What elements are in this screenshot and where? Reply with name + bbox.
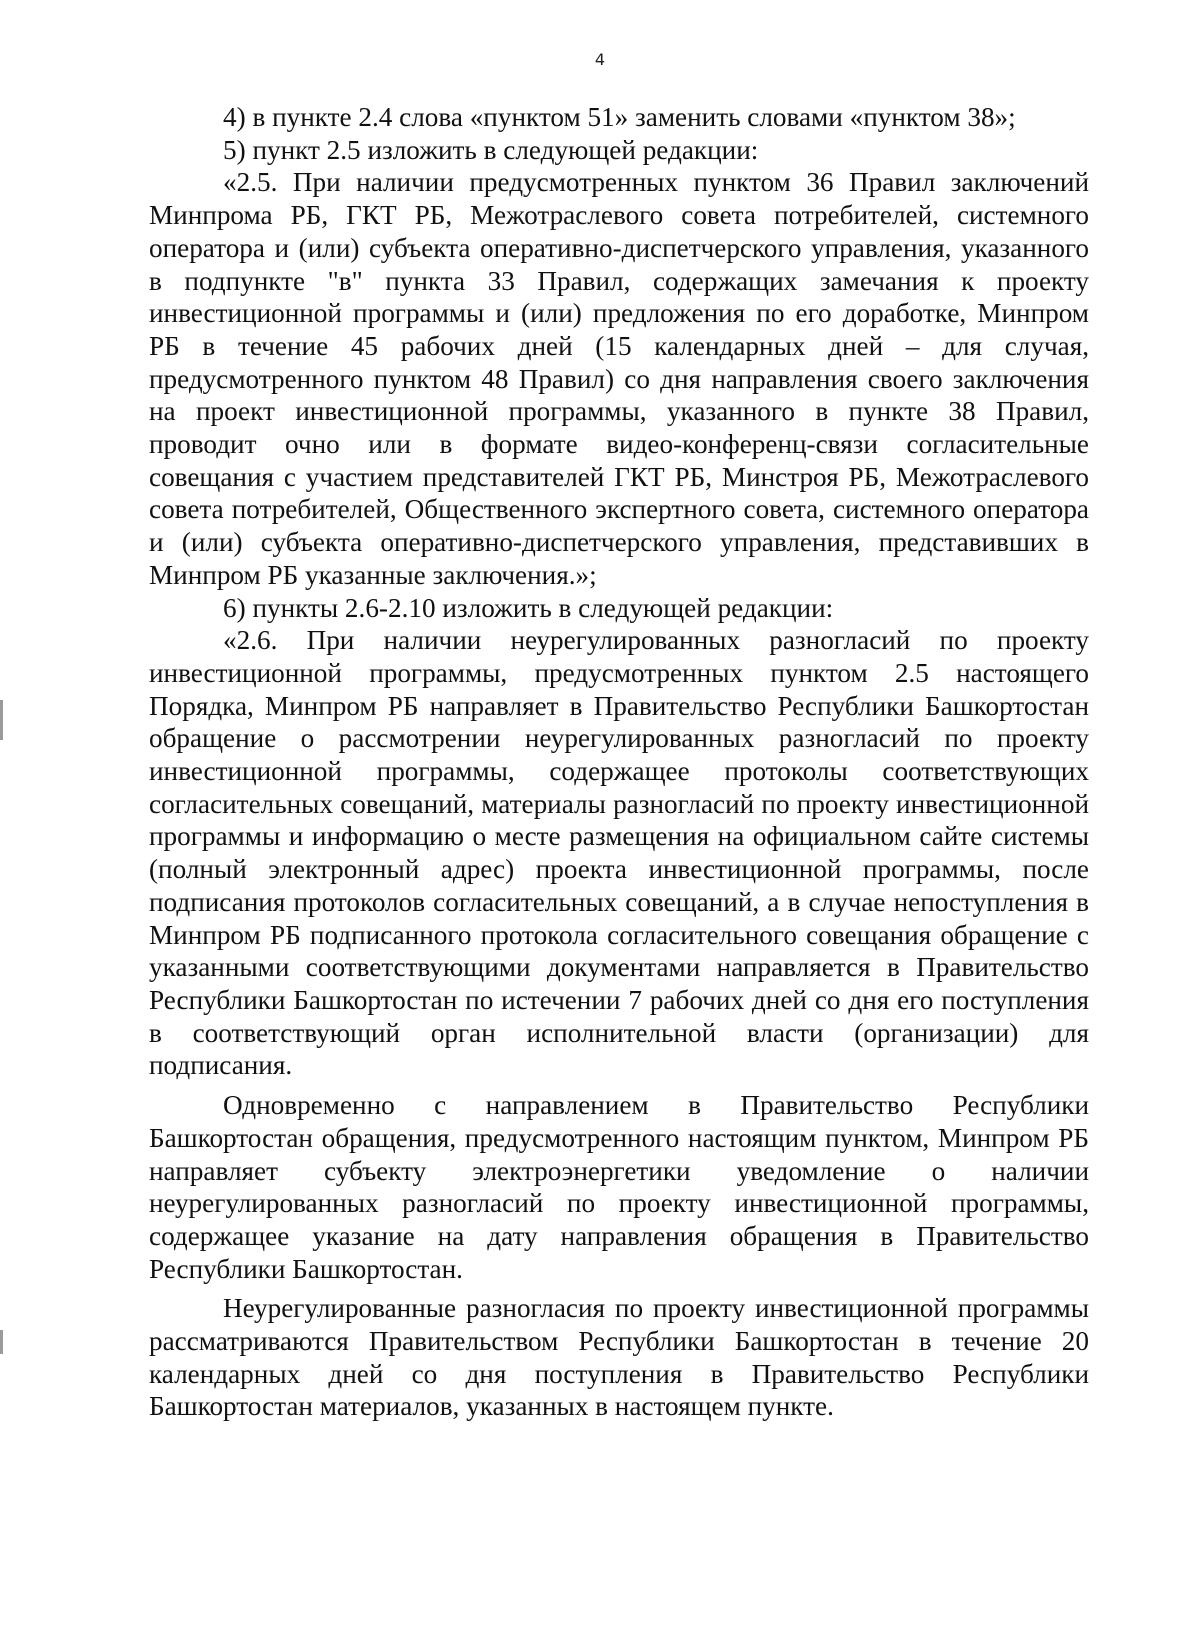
page-number: 4 — [594, 50, 606, 69]
scan-edge-mark — [0, 700, 3, 740]
paragraph-clause-2-6: «2.6. При наличии неурегулированных разногласий по проекту инвестиционной программы, предусмотренных пунктом 2.5 настоящего Порядка, Минпром РБ направляет в Правительство Республики Башкортостан обращение о рассмотрении неурегулированных разногласий по проекту инвестиционной программы, содержащее протоколы соответствующих согласительных совещаний, материалы разногласий по проекту инвестиционной программы и информацию о месте размещения на официальном сайте системы (полный электронный адрес) проекта инвестиционной программы, после подписания протоколов согласительных совещаний, а в случае непоступления в Минпром РБ подписанного протокола согласительного совещания обращение с указанными соответствующими документами направляется в Правительство Республики Башкортостан по истечении 7 рабочих дней со дня его поступления в соответствующий орган исполнительной власти (организации) для подписания. — [149, 625, 1089, 1081]
document-body — [149, 101, 1089, 1423]
scan-edge-mark — [0, 1330, 3, 1354]
paragraph-item-5: 5) пункт 2.5 изложить в следующей редакции: — [223, 134, 759, 165]
paragraph-clause-2-5: «2.5. При наличии предусмотренных пунктом 36 Правил заключений Минпрома РБ, ГКТ РБ, Межотраслевого совета потребителей, системного оператора и (или) субъекта оперативно-диспетчерского управления, указанного в подпункте "в" пункта 33 Правил, содержащих замечания к проекту инвестиционной программы и (или) предложения по его доработке, Минпром РБ в течение 45 рабочих дней (15 календарных дней – для случая, предусмотренного пунктом 48 Правил) со дня направления своего заключения на проект инвестиционной программы, указанного в пункте 38 Правил, проводит очно или в формате видео-конференц-связи согласительные совещания с участием представителей ГКТ РБ, Минстроя РБ, Межотраслевого совета потребителей, Общественного экспертного совета, системного оператора и (или) субъекта оперативно-диспетчерского управления, представивших в Минпром РБ указанные заключения.»; — [149, 167, 1089, 590]
paragraph-disagreements-review: Неурегулированные разногласия по проекту инвестиционной программы рассматриваются Правительством Республики Башкортостан в течение 20 календарных дней со дня поступления в Правительство Республики Башкортостан материалов, указанных в настоящем пункте. — [149, 1293, 1089, 1422]
paragraph-simultaneous-notice: Одновременно с направлением в Правительство Республики Башкортостан обращения, предусмотренного настоящим пунктом, Минпром РБ направляет субъекту электроэнергетики уведомление о наличии неурегулированных разногласий по проекту инвестиционной программы, содержащее указание на дату направления обращения в Правительство Республики Башкортостан. — [149, 1090, 1089, 1284]
paragraph-item-4: 4) в пункте 2.4 слова «пунктом 51» заменить словами «пунктом 38»; — [223, 102, 1016, 132]
paragraph-item-6: 6) пункты 2.6-2.10 изложить в следующей редакции: — [223, 592, 834, 623]
